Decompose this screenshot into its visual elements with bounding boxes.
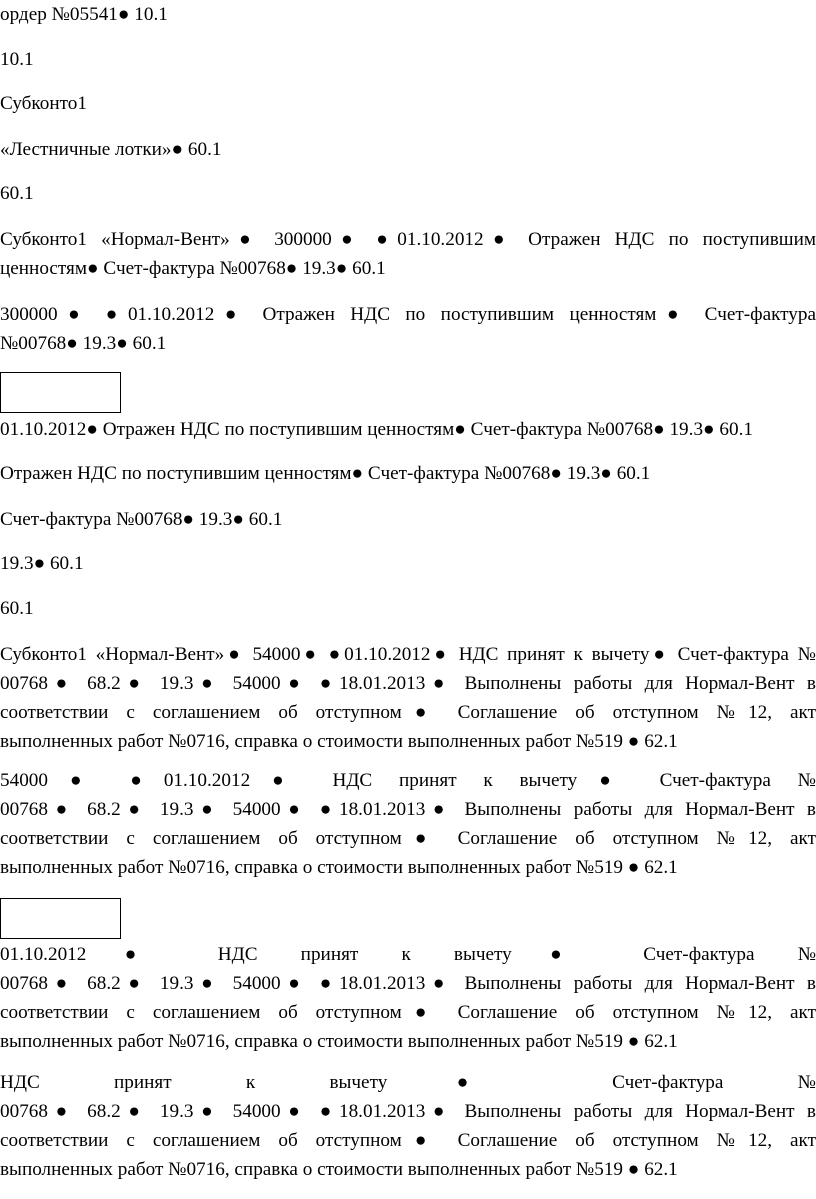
doc-line-18: выполненных работ №0716, справка о стоимости выполненных работ №519 ● 62.1 <box>0 731 678 752</box>
doc-line-26: выполненных работ №0716, справка о стоимости выполненных работ №519 ● 62.1 <box>0 1031 678 1052</box>
doc-line-25: соответствии с соглашением об отступном● Соглашение об отступном №12, акт <box>0 1002 816 1023</box>
doc-line-16: 00768● 68.2● 19.3● 54000● ●18.01.2013● Выполнены работы для Нормал-Вент в <box>0 673 816 694</box>
doc-line-14: 60.1 <box>0 598 34 619</box>
doc-line-15: Субконто1 «Нормал-Вент»● 54000● ●01.10.2012● НДС принят к вычету● Счет-фактура № <box>0 644 816 665</box>
doc-line-19: 54000● ●01.10.2012● НДС принят к вычету● Счет-фактура № <box>0 770 816 791</box>
doc-line-11: Отражен НДС по поступившим ценностям● Счет-фактура №00768● 19.3● 60.1 <box>0 463 651 484</box>
doc-line-30: выполненных работ №0716, справка о стоимости выполненных работ №519 ● 62.1 <box>0 1159 678 1180</box>
doc-line-23: 01.10.2012● НДС принят к вычету● Счет-фактура № <box>0 944 816 965</box>
doc-line-17: соответствии с соглашением об отступном● Соглашение об отступном №12, акт <box>0 702 816 723</box>
doc-line-21: соответствии с соглашением об отступном● Соглашение об отступном №12, акт <box>0 828 816 849</box>
doc-line-12: Счет-фактура №00768● 19.3● 60.1 <box>0 509 283 530</box>
doc-line-27: НДС принят к вычету● Счет-фактура № <box>0 1072 816 1093</box>
doc-line-20: 00768● 68.2● 19.3● 54000● ●18.01.2013● Выполнены работы для Нормал-Вент в <box>0 799 816 820</box>
doc-line-28: 00768● 68.2● 19.3● 54000● ●18.01.2013● Выполнены работы для Нормал-Вент в <box>0 1101 816 1122</box>
doc-line-3: Субконто1 <box>0 93 87 114</box>
doc-line-7: ценностям● Счет-фактура №00768● 19.3● 60.1 <box>0 258 386 279</box>
empty-field-box-1 <box>0 372 121 413</box>
doc-line-6: Субконто1 «Нормал-Вент»● 300000● ●01.10.2012● Отражен НДС по поступившим <box>0 229 816 250</box>
doc-line-13: 19.3● 60.1 <box>0 553 84 574</box>
doc-line-22: выполненных работ №0716, справка о стоимости выполненных работ №519 ● 62.1 <box>0 857 678 878</box>
doc-line-4: «Лестничные лотки»● 60.1 <box>0 139 222 160</box>
doc-line-29: соответствии с соглашением об отступном● Соглашение об отступном №12, акт <box>0 1130 816 1151</box>
doc-line-10: 01.10.2012● Отражен НДС по поступившим ценностям● Счет-фактура №00768● 19.3● 60.1 <box>0 419 753 440</box>
doc-line-8: 300000● ●01.10.2012● Отражен НДС по поступившим ценностям● Счет-фактура <box>0 304 816 325</box>
doc-line-5: 60.1 <box>0 183 34 204</box>
empty-field-box-2 <box>0 898 121 939</box>
doc-line-2: 10.1 <box>0 49 34 70</box>
doc-line-24: 00768● 68.2● 19.3● 54000● ●18.01.2013● Выполнены работы для Нормал-Вент в <box>0 973 816 994</box>
doc-line-1: ордер №05541● 10.1 <box>0 4 168 25</box>
doc-line-9: №00768● 19.3● 60.1 <box>0 333 167 354</box>
